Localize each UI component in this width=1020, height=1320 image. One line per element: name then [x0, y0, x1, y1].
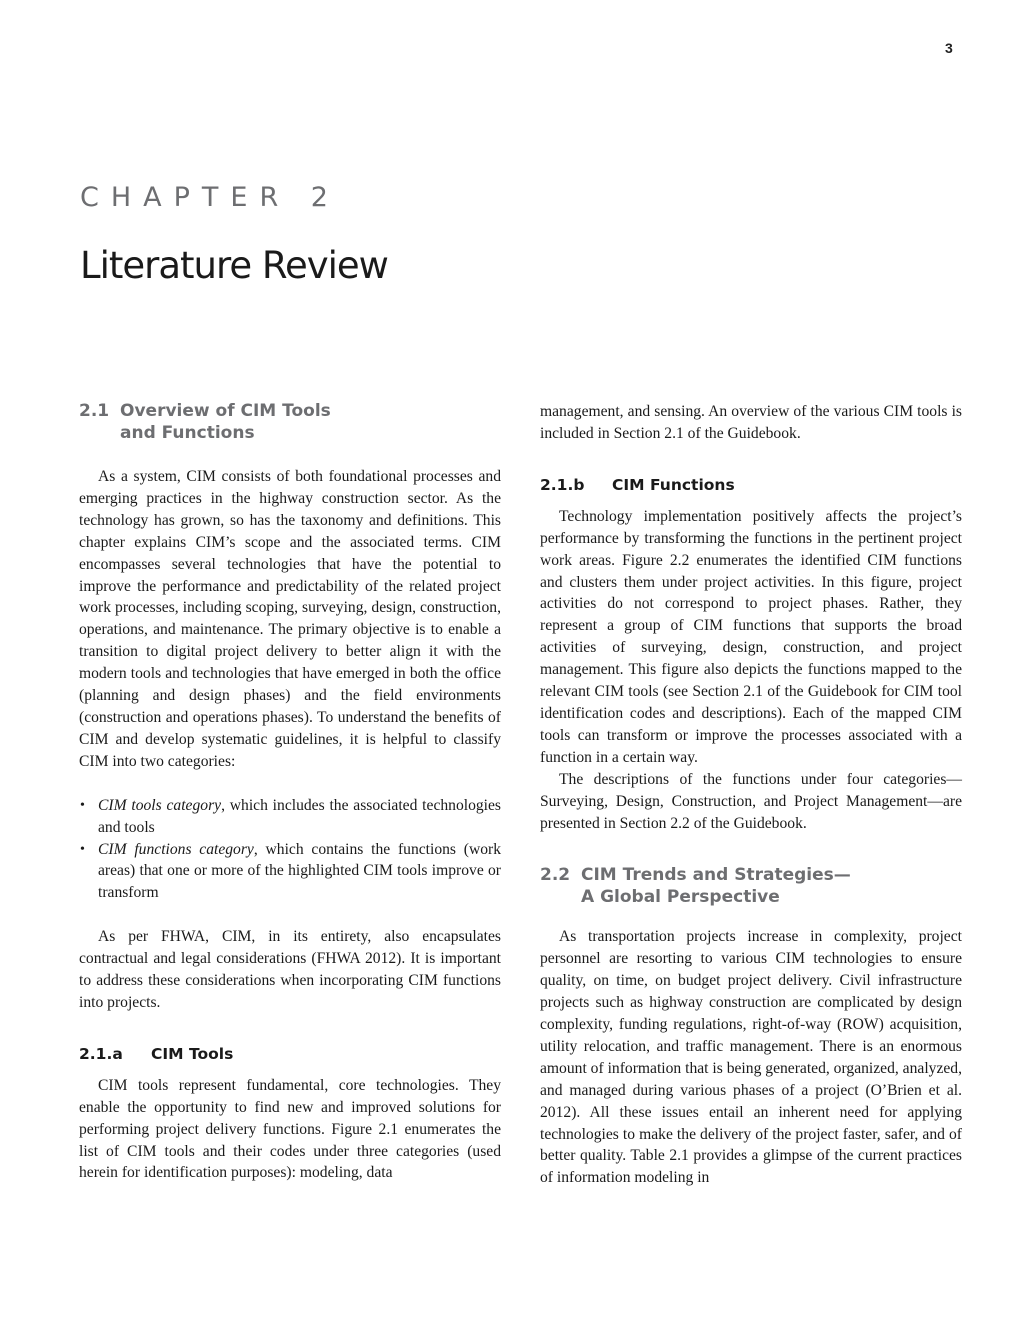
- subsection-heading-2-1-b: [540, 475, 962, 495]
- section-number: 2.2: [540, 865, 571, 886]
- paragraph: management, and sensing. An overview of the various CIM tools is included in Section 2.1 of the Guidebook.: [540, 403, 962, 442]
- subsection-number: 2.1.a: [79, 1044, 123, 1063]
- paragraph: CIM tools represent fundamental, core technologies. They enable the opportunity to find new and improved solutions for performing project delivery functions. Figure 2.1 enumerates the list of CIM tools and their codes under three categories (used herein for identification purposes): modeling, data: [79, 1076, 501, 1182]
- bullet-list: [79, 795, 501, 905]
- paragraph: As transportation projects increase in complexity, project personnel are resorting to various CIM technologies to ensure quality, on time, on budget project delivery. Civil infrastructure projects such as highway construction are complicated by design complexity, funding regulations, right-of-way (ROW) acquisition, utility relocation, and traffic management. There is an enormous amount of information that is being generated, organized, analyzed, and managed during various phases of a project (O’Brien et al. 2012). All these issues entail an inherent need for applying technologies to make the delivery of the project faster, safer, and of better quality. Table 2.1 provides a glimpse of the current practices of information modeling in: [540, 928, 962, 1187]
- chapter-label: CHAPTER 2: [80, 182, 340, 213]
- page-number: 3: [945, 40, 953, 56]
- section-number: 2.1: [79, 401, 110, 421]
- paragraph: As per FHWA, CIM, in its entirety, also encapsulates contractual and legal considerations (FHWA 2012). It is important to address these considerations when incorporating CIM functions into projects.: [79, 928, 501, 1011]
- section-heading-2-1: [79, 400, 501, 444]
- section-heading-2-2: [540, 864, 962, 908]
- section-title: CIM Trends and Strategies— A Global Perspective: [581, 865, 851, 908]
- right-column: [540, 401, 962, 1189]
- section-title: Overview of CIM Tools and Functions: [120, 401, 331, 443]
- left-column: [79, 400, 501, 1184]
- subsection-number: 2.1.b: [540, 475, 585, 494]
- chapter-title: Literature Review: [80, 244, 388, 287]
- bullet-item: • CIM functions category, which contains the functions (work areas) that one or more of the highlighted CIM tools improve or transform: [79, 839, 501, 905]
- subsection-title: CIM Tools: [151, 1044, 234, 1063]
- paragraph: As a system, CIM consists of both foundational processes and emerging practices in the highway construction sector. As the technology has grown, so has the taxonomy and definitions. This chapter explains CIM’s scope and the associated terms. CIM encompasses several technologies that have the potential to improve the performance and predictability of the related project work processes, including scoping, surveying, design, construction, operations, and maintenance. The primary objective is to enable a transition to digital project delivery to better align it with the modern tools and technologies that have emerged in both the office (planning and design phases) and the field environments (construction and operations phases). To understand the benefits of CIM and develop systematic guidelines, it is helpful to classify CIM into two categories:: [79, 468, 501, 770]
- subsection-title: CIM Functions: [612, 475, 735, 494]
- paragraph: Technology implementation positively affects the project’s performance by transforming the functions in the pertinent project work areas. Figure 2.2 enumerates the identified CIM functions and clusters them under project activities. In this figure, project activities do not correspond to project phases. Rather, they represent a group of CIM functions that supports the broad activities of surveying, design, construction, and project management. This figure also depicts the functions mapped to the relevant CIM tools (see Section 2.1 of the Guidebook for CIM tool identification codes and descriptions). Each of the mapped CIM tools can transform or improve the processes associated with a function in a certain way.: [540, 507, 962, 766]
- bullet-item: • CIM tools category, which includes the associated technologies and tools: [79, 795, 501, 839]
- paragraph: The descriptions of the functions under four categories—Surveying, Design, Construction, and Project Management—are presented in Section 2.2 of the Guidebook.: [540, 770, 962, 832]
- subsection-heading-2-1-a: [79, 1044, 501, 1064]
